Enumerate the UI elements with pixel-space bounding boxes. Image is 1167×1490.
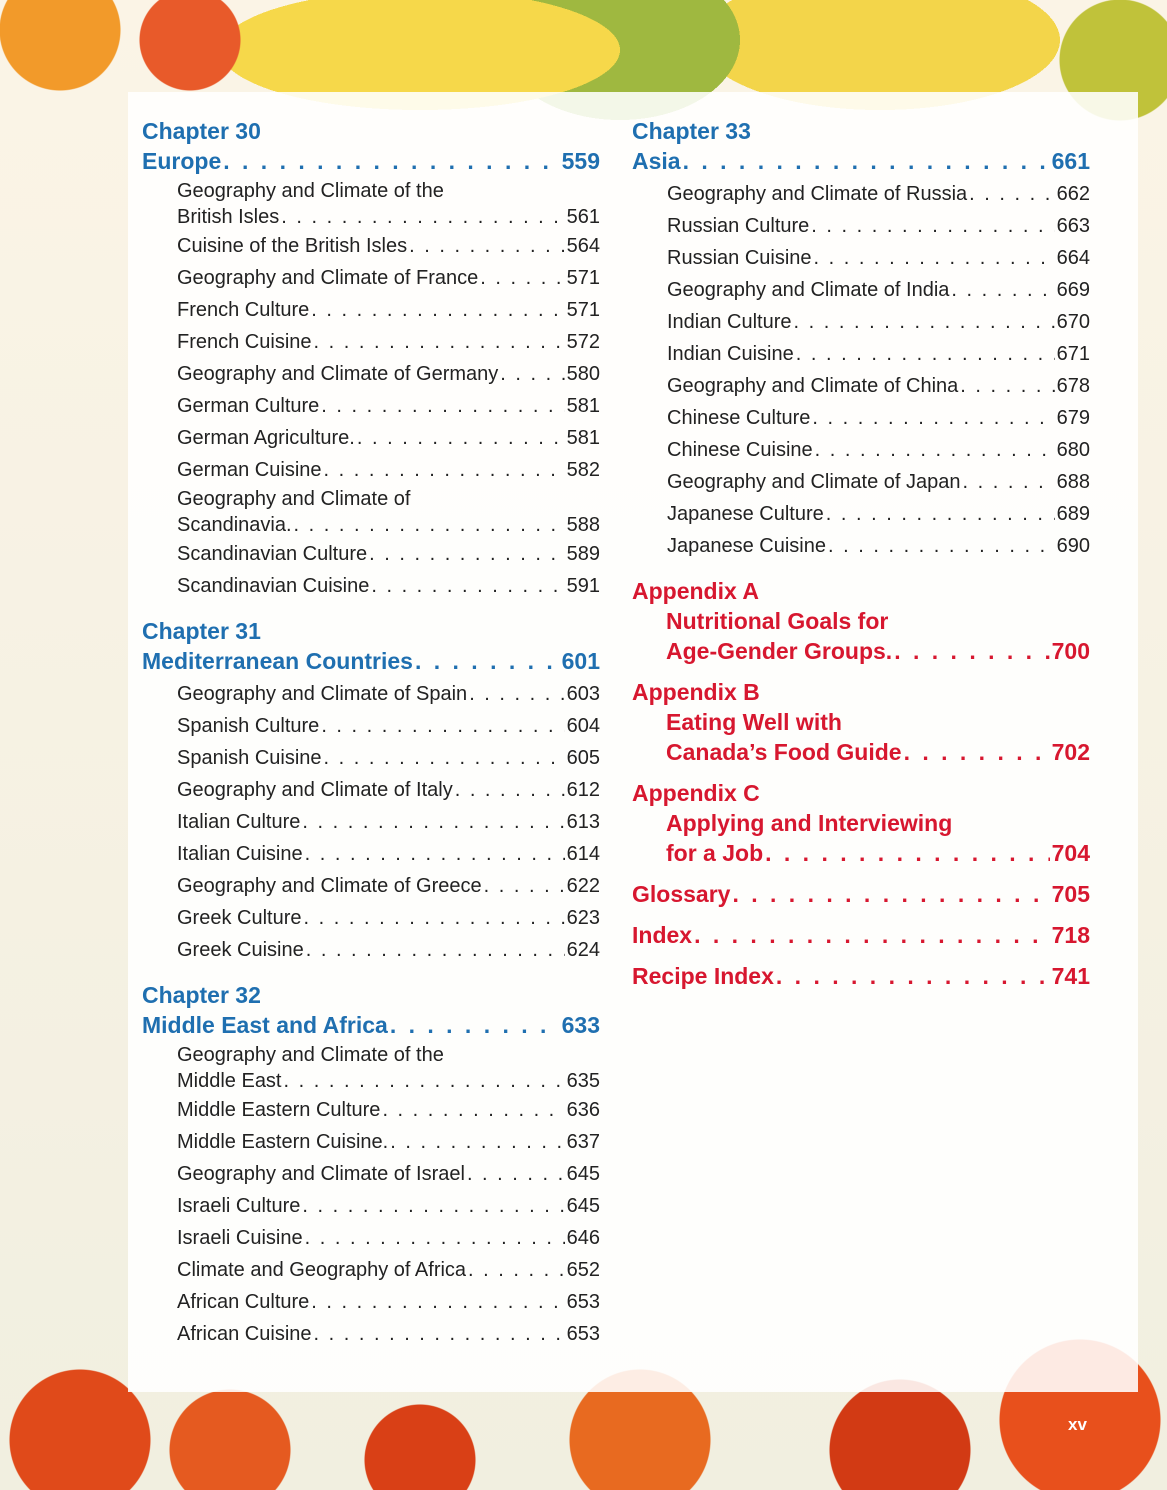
chapter-heading[interactable] bbox=[632, 116, 1090, 176]
entry-line bbox=[177, 390, 600, 422]
chapter-title-line bbox=[142, 646, 600, 676]
toc-entry[interactable] bbox=[177, 1222, 600, 1254]
toc-entry[interactable] bbox=[177, 422, 600, 454]
dot-leader bbox=[369, 538, 565, 570]
dot-leader bbox=[409, 230, 565, 262]
chapter-number: Chapter 32 bbox=[142, 982, 261, 1008]
back-matter-entry[interactable] bbox=[632, 920, 1090, 950]
dot-leader bbox=[480, 262, 564, 294]
entry-line bbox=[177, 1068, 600, 1094]
entry-line bbox=[667, 274, 1090, 306]
dot-leader bbox=[223, 146, 559, 176]
entry-text: Geography and Climate of Greece bbox=[177, 875, 482, 897]
entry-page: 581 bbox=[566, 395, 600, 417]
dot-leader bbox=[894, 636, 1049, 666]
entry-list bbox=[177, 678, 600, 966]
chapter-title-line bbox=[632, 146, 1090, 176]
toc-entry[interactable] bbox=[667, 402, 1090, 434]
entry-text: Scandinavian Culture bbox=[177, 543, 368, 565]
dot-leader bbox=[306, 934, 565, 966]
entry-page: 688 bbox=[1056, 471, 1090, 493]
toc-entry[interactable] bbox=[667, 210, 1090, 242]
entry-page: 670 bbox=[1056, 311, 1090, 333]
appendix-title-line1: Applying and Interviewing bbox=[666, 810, 953, 836]
chapter-page: 601 bbox=[561, 648, 600, 674]
entry-page: 678 bbox=[1056, 375, 1090, 397]
dot-leader bbox=[732, 879, 1049, 909]
dot-leader bbox=[324, 742, 565, 774]
entry-line bbox=[177, 538, 600, 570]
chapter-heading[interactable] bbox=[142, 980, 600, 1040]
toc-entry[interactable] bbox=[177, 1318, 600, 1350]
toc-entry[interactable] bbox=[667, 274, 1090, 306]
back-matter-line bbox=[632, 879, 1090, 909]
dot-leader bbox=[311, 294, 564, 326]
chapter-title-line bbox=[142, 146, 600, 176]
back-matter-page: 718 bbox=[1051, 922, 1090, 948]
dot-leader bbox=[302, 1190, 564, 1222]
entry-page: 589 bbox=[566, 543, 600, 565]
entry-text: Italian Cuisine bbox=[177, 843, 303, 865]
dot-leader bbox=[812, 402, 1054, 434]
entry-page: 603 bbox=[566, 683, 600, 705]
toc-entry[interactable] bbox=[177, 326, 600, 358]
toc-entry[interactable] bbox=[177, 294, 600, 326]
entry-line bbox=[667, 210, 1090, 242]
dot-leader bbox=[415, 646, 560, 676]
entry-text: Cuisine of the British Isles bbox=[177, 235, 408, 257]
entry-text: Geography and Climate of China bbox=[667, 375, 959, 397]
entry-line bbox=[177, 1222, 600, 1254]
entry-page: 571 bbox=[566, 267, 600, 289]
entry-page: 671 bbox=[1056, 343, 1090, 365]
entry-line bbox=[177, 454, 600, 486]
entry-line bbox=[177, 326, 600, 358]
entry-page: 624 bbox=[566, 939, 600, 961]
entry-text: Middle East bbox=[177, 1070, 282, 1092]
toc-entry[interactable] bbox=[177, 806, 600, 838]
entry-line bbox=[177, 902, 600, 934]
toc-entry[interactable] bbox=[177, 358, 600, 390]
entry-text: Climate and Geography of Africa bbox=[177, 1259, 467, 1281]
entry-page: 622 bbox=[566, 875, 600, 897]
entry-page: 664 bbox=[1056, 247, 1090, 269]
entry-line bbox=[177, 934, 600, 966]
back-matter-text: Index bbox=[632, 922, 693, 948]
appendix-label: Appendix A bbox=[632, 578, 759, 604]
entry-line bbox=[667, 530, 1090, 562]
dot-leader bbox=[963, 466, 1055, 498]
entry-page: 591 bbox=[566, 575, 600, 597]
toc-entry[interactable] bbox=[667, 178, 1090, 210]
entry-line bbox=[177, 1318, 600, 1350]
entry-page: 605 bbox=[566, 747, 600, 769]
chapter-number: Chapter 33 bbox=[632, 118, 751, 144]
entry-page: 612 bbox=[566, 779, 600, 801]
back-matter-entry[interactable] bbox=[632, 778, 1090, 868]
chapter-title: Asia bbox=[632, 148, 681, 174]
toc-entry[interactable] bbox=[177, 390, 600, 422]
entry-page: 561 bbox=[566, 206, 600, 228]
page-number: xv bbox=[1068, 1415, 1087, 1434]
entry-line bbox=[177, 1286, 600, 1318]
back-matter-text: for a Job bbox=[666, 840, 764, 866]
back-matter-line bbox=[632, 961, 1090, 991]
entry-line bbox=[667, 466, 1090, 498]
dot-leader bbox=[321, 390, 564, 422]
chapter-number: Chapter 31 bbox=[142, 618, 261, 644]
entry-page: 645 bbox=[566, 1163, 600, 1185]
entry-text-line1: Geography and Climate of the bbox=[177, 180, 444, 202]
entry-page: 637 bbox=[566, 1131, 600, 1153]
entry-text: Geography and Climate of Germany bbox=[177, 363, 499, 385]
entry-line bbox=[177, 1254, 600, 1286]
entry-text-line1: Geography and Climate of bbox=[177, 488, 411, 510]
dot-leader bbox=[814, 242, 1055, 274]
dot-leader bbox=[455, 774, 565, 806]
entry-page: 581 bbox=[566, 427, 600, 449]
entry-text: Geography and Climate of Israel bbox=[177, 1163, 465, 1185]
back-matter-line bbox=[632, 737, 1090, 767]
entry-text: Greek Culture bbox=[177, 907, 302, 929]
toc-entry[interactable] bbox=[177, 486, 600, 538]
dot-leader bbox=[951, 274, 1054, 306]
toc-entry[interactable] bbox=[177, 742, 600, 774]
chapter-section bbox=[142, 116, 600, 602]
back-matter-page: 700 bbox=[1051, 638, 1090, 664]
back-matter-entry[interactable] bbox=[632, 677, 1090, 767]
back-matter-text: Glossary bbox=[632, 881, 731, 907]
dot-leader bbox=[281, 204, 564, 230]
entry-line bbox=[177, 294, 600, 326]
toc-entry[interactable] bbox=[667, 498, 1090, 530]
entry-line bbox=[177, 742, 600, 774]
entry-text: Chinese Culture bbox=[667, 407, 811, 429]
entry-page: 614 bbox=[566, 843, 600, 865]
entry-text: Greek Cuisine bbox=[177, 939, 304, 961]
entry-line bbox=[177, 806, 600, 838]
toc-entry[interactable] bbox=[667, 370, 1090, 402]
entry-line bbox=[177, 570, 600, 602]
left-column bbox=[142, 116, 600, 1364]
entry-page: 663 bbox=[1056, 215, 1090, 237]
back-matter-line bbox=[632, 636, 1090, 666]
chapter-title: Mediterranean Countries bbox=[142, 648, 413, 674]
entry-line bbox=[177, 358, 600, 390]
toc-entry[interactable] bbox=[667, 338, 1090, 370]
dot-leader bbox=[314, 1318, 565, 1350]
entry-list bbox=[177, 178, 600, 602]
entry-text: Geography and Climate of India bbox=[667, 279, 950, 301]
entry-line bbox=[667, 306, 1090, 338]
entry-page: 669 bbox=[1056, 279, 1090, 301]
entry-text: Middle Eastern Cuisine. bbox=[177, 1131, 389, 1153]
entry-line bbox=[177, 1158, 600, 1190]
dot-leader bbox=[694, 920, 1050, 950]
entry-line bbox=[667, 498, 1090, 530]
entry-text: Russian Cuisine bbox=[667, 247, 812, 269]
toc-entry[interactable] bbox=[667, 306, 1090, 338]
entry-line bbox=[667, 338, 1090, 370]
chapter-section bbox=[632, 116, 1090, 562]
dot-leader bbox=[469, 678, 564, 710]
dot-leader bbox=[683, 146, 1050, 176]
toc-entry[interactable] bbox=[177, 838, 600, 870]
back-matter-line bbox=[632, 838, 1090, 868]
entry-text: German Cuisine bbox=[177, 459, 322, 481]
dot-leader bbox=[815, 434, 1055, 466]
dot-leader bbox=[382, 1094, 564, 1126]
dot-leader bbox=[314, 326, 565, 358]
toc-entry[interactable] bbox=[177, 774, 600, 806]
toc-entry[interactable] bbox=[177, 678, 600, 710]
entry-text: Indian Cuisine bbox=[667, 343, 794, 365]
dot-leader bbox=[294, 512, 565, 538]
entry-page: 652 bbox=[566, 1259, 600, 1281]
entry-text: Chinese Cuisine bbox=[667, 439, 813, 461]
entry-line bbox=[177, 230, 600, 262]
right-column bbox=[632, 116, 1090, 1002]
entry-line bbox=[177, 1094, 600, 1126]
entry-line bbox=[667, 402, 1090, 434]
entry-line bbox=[667, 242, 1090, 274]
toc-entry[interactable] bbox=[177, 538, 600, 570]
entry-line bbox=[667, 434, 1090, 466]
back-matter-entry[interactable] bbox=[632, 961, 1090, 991]
chapter-title: Europe bbox=[142, 148, 222, 174]
entry-text: Spanish Culture bbox=[177, 715, 320, 737]
entry-line bbox=[177, 204, 600, 230]
entry-page: 571 bbox=[566, 299, 600, 321]
entry-text: Scandinavia. bbox=[177, 514, 292, 536]
entry-line bbox=[177, 710, 600, 742]
dot-leader bbox=[765, 838, 1050, 868]
entry-page: 653 bbox=[566, 1323, 600, 1345]
entry-text: Middle Eastern Culture bbox=[177, 1099, 381, 1121]
entry-list bbox=[667, 178, 1090, 562]
entry-line bbox=[667, 178, 1090, 210]
back-matter-text: Canada’s Food Guide bbox=[666, 739, 902, 765]
entry-list bbox=[177, 1042, 600, 1350]
entry-line bbox=[177, 838, 600, 870]
entry-text: Israeli Culture bbox=[177, 1195, 301, 1217]
entry-text: Italian Culture bbox=[177, 811, 301, 833]
entry-page: 588 bbox=[566, 514, 600, 536]
dot-leader bbox=[390, 1126, 564, 1158]
entry-line bbox=[177, 422, 600, 454]
entry-line bbox=[177, 870, 600, 902]
appendix-label: Appendix B bbox=[632, 679, 760, 705]
entry-page: 662 bbox=[1056, 183, 1090, 205]
toc-entry[interactable] bbox=[177, 570, 600, 602]
dot-leader bbox=[960, 370, 1054, 402]
entry-line bbox=[177, 774, 600, 806]
dot-leader bbox=[284, 1068, 565, 1094]
entry-text: African Cuisine bbox=[177, 1323, 312, 1345]
toc-entry[interactable] bbox=[177, 902, 600, 934]
entry-page: 613 bbox=[566, 811, 600, 833]
chapter-page: 661 bbox=[1051, 148, 1090, 174]
entry-text-line1: Geography and Climate of the bbox=[177, 1044, 444, 1066]
back-matter-text: Recipe Index bbox=[632, 963, 774, 989]
dot-leader bbox=[776, 961, 1050, 991]
entry-page: 645 bbox=[566, 1195, 600, 1217]
back-matter-page: 741 bbox=[1051, 963, 1090, 989]
toc-entry[interactable] bbox=[667, 530, 1090, 562]
entry-page: 636 bbox=[566, 1099, 600, 1121]
entry-page: 689 bbox=[1056, 503, 1090, 525]
toc-entry[interactable] bbox=[177, 934, 600, 966]
dot-leader bbox=[305, 1222, 565, 1254]
dot-leader bbox=[811, 210, 1054, 242]
toc-entry[interactable] bbox=[177, 1254, 600, 1286]
back-matter-entry[interactable] bbox=[632, 576, 1090, 666]
entry-text: African Culture bbox=[177, 1291, 310, 1313]
back-matter-page: 704 bbox=[1051, 840, 1090, 866]
toc-entry[interactable] bbox=[667, 434, 1090, 466]
dot-leader bbox=[468, 1254, 565, 1286]
entry-page: 604 bbox=[566, 715, 600, 737]
entry-text: Israeli Cuisine bbox=[177, 1227, 303, 1249]
entry-text: Scandinavian Cuisine bbox=[177, 575, 370, 597]
entry-page: 564 bbox=[566, 235, 600, 257]
entry-text: Spanish Cuisine bbox=[177, 747, 322, 769]
toc-entry[interactable] bbox=[177, 870, 600, 902]
chapter-section bbox=[142, 980, 600, 1350]
dot-leader bbox=[796, 338, 1055, 370]
toc-entry[interactable] bbox=[177, 178, 600, 230]
entry-line bbox=[177, 1126, 600, 1158]
back-matter-page: 702 bbox=[1051, 739, 1090, 765]
entry-page: 646 bbox=[566, 1227, 600, 1249]
dot-leader bbox=[484, 870, 565, 902]
dot-leader bbox=[304, 902, 565, 934]
entry-page: 690 bbox=[1056, 535, 1090, 557]
appendix-title-line1: Nutritional Goals for bbox=[666, 608, 889, 634]
entry-page: 572 bbox=[566, 331, 600, 353]
toc-entry[interactable] bbox=[667, 242, 1090, 274]
chapter-title-line bbox=[142, 1010, 600, 1040]
dot-leader bbox=[371, 570, 564, 602]
entry-page: 635 bbox=[566, 1070, 600, 1092]
dot-leader bbox=[324, 454, 565, 486]
appendix-title-line1: Eating Well with bbox=[666, 709, 842, 735]
toc-entry[interactable] bbox=[177, 262, 600, 294]
entry-line bbox=[177, 678, 600, 710]
entry-page: 679 bbox=[1056, 407, 1090, 429]
back-matter-page: 705 bbox=[1051, 881, 1090, 907]
entry-text: Japanese Cuisine bbox=[667, 535, 826, 557]
toc-entry[interactable] bbox=[177, 230, 600, 262]
dot-leader bbox=[794, 306, 1055, 338]
entry-text: Geography and Climate of France bbox=[177, 267, 479, 289]
entry-text: Japanese Culture bbox=[667, 503, 824, 525]
entry-text: British Isles bbox=[177, 206, 280, 228]
toc-entry[interactable] bbox=[177, 1094, 600, 1126]
dot-leader bbox=[357, 422, 565, 454]
chapter-title: Middle East and Africa bbox=[142, 1012, 388, 1038]
entry-line bbox=[177, 262, 600, 294]
entry-page: 680 bbox=[1056, 439, 1090, 461]
chapter-number: Chapter 30 bbox=[142, 118, 261, 144]
toc-entry[interactable] bbox=[177, 710, 600, 742]
appendix-label: Appendix C bbox=[632, 780, 760, 806]
dot-leader bbox=[828, 530, 1055, 562]
chapter-heading[interactable] bbox=[142, 616, 600, 676]
dot-leader bbox=[467, 1158, 565, 1190]
chapter-heading[interactable] bbox=[142, 116, 600, 176]
back-matter-text: Age-Gender Groups. bbox=[666, 638, 893, 664]
entry-line bbox=[177, 512, 600, 538]
entry-text: Geography and Climate of Japan bbox=[667, 471, 961, 493]
entry-text: Indian Culture bbox=[667, 311, 792, 333]
toc-entry[interactable] bbox=[177, 454, 600, 486]
dot-leader bbox=[311, 1286, 564, 1318]
toc-entry[interactable] bbox=[177, 1042, 600, 1094]
dot-leader bbox=[305, 838, 565, 870]
dot-leader bbox=[969, 178, 1054, 210]
dot-leader bbox=[826, 498, 1055, 530]
toc-entry[interactable] bbox=[667, 466, 1090, 498]
toc-entry[interactable] bbox=[177, 1126, 600, 1158]
dot-leader bbox=[500, 358, 564, 390]
dot-leader bbox=[390, 1010, 560, 1040]
toc-entry[interactable] bbox=[177, 1190, 600, 1222]
back-matter-entry[interactable] bbox=[632, 879, 1090, 909]
dot-leader bbox=[904, 737, 1050, 767]
entry-page: 582 bbox=[566, 459, 600, 481]
chapter-page: 633 bbox=[561, 1012, 600, 1038]
entry-page: 623 bbox=[566, 907, 600, 929]
toc-entry[interactable] bbox=[177, 1158, 600, 1190]
entry-page: 580 bbox=[566, 363, 600, 385]
entry-text: French Cuisine bbox=[177, 331, 312, 353]
entry-line bbox=[667, 370, 1090, 402]
entry-text: German Culture bbox=[177, 395, 320, 417]
toc-entry[interactable] bbox=[177, 1286, 600, 1318]
back-matter-line bbox=[632, 920, 1090, 950]
entry-page: 653 bbox=[566, 1291, 600, 1313]
chapter-section bbox=[142, 616, 600, 966]
chapter-page: 559 bbox=[561, 148, 600, 174]
dot-leader bbox=[321, 710, 564, 742]
entry-text: Russian Culture bbox=[667, 215, 810, 237]
entry-text: French Culture bbox=[177, 299, 310, 321]
entry-text: Geography and Climate of Spain bbox=[177, 683, 468, 705]
dot-leader bbox=[302, 806, 564, 838]
entry-line bbox=[177, 1190, 600, 1222]
entry-text: Geography and Climate of Italy bbox=[177, 779, 453, 801]
entry-text: Geography and Climate of Russia bbox=[667, 183, 968, 205]
entry-text: German Agriculture. bbox=[177, 427, 355, 449]
